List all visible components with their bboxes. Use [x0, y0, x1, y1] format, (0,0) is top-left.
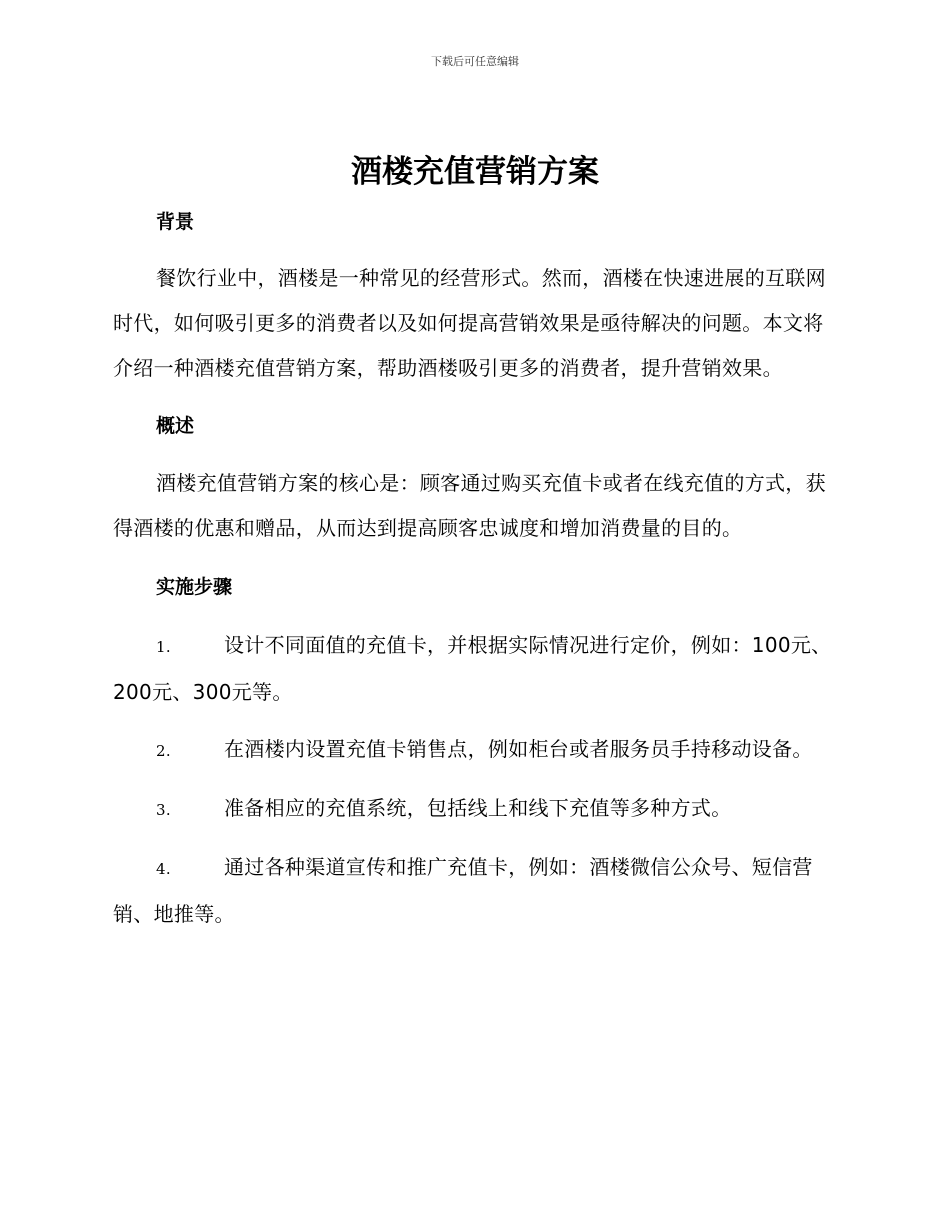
list-item-number: 4. [156, 860, 171, 878]
list-item-text: 通过各种渠道宣传和推广充值卡，例如：酒楼微信公众号、短信营销、地推等。 [113, 855, 813, 926]
document-body [113, 200, 833, 937]
section-heading-steps: 实施步骤 [156, 576, 233, 598]
document-title: 酒楼充值营销方案 [351, 154, 599, 190]
paragraph-overview: 酒楼充值营销方案的核心是：顾客通过购买充值卡或者在线充值的方式，获得酒楼的优惠和赠品，从而达到提高顾客忠诚度和增加消费量的目的。 [113, 471, 826, 540]
page-header: 下载后可任意编辑 [431, 55, 519, 68]
list-item-text: 在酒楼内设置充值卡销售点，例如柜台或者服务员手持移动设备。 [224, 737, 813, 761]
list-item [113, 786, 833, 833]
list-item [113, 623, 833, 715]
list-item [113, 845, 833, 937]
steps-list [113, 623, 833, 937]
section-heading-background: 背景 [156, 211, 195, 233]
list-item-number: 3. [156, 801, 171, 819]
section-heading-overview: 概述 [156, 415, 195, 437]
list-item [113, 727, 833, 774]
paragraph-background: 餐饮行业中，酒楼是一种常见的经营形式。然而，酒楼在快速进展的互联网时代，如何吸引更多的消费者以及如何提高营销效果是亟待解决的问题。本文将介绍一种酒楼充值营销方案，帮助酒楼吸引更多的消费者，提升营销效果。 [113, 266, 826, 380]
list-item-text: 准备相应的充值系统，包括线上和线下充值等多种方式。 [224, 796, 732, 820]
list-item-number: 1. [156, 638, 171, 656]
list-item-number: 2. [156, 742, 171, 760]
list-item-text: 设计不同面值的充值卡，并根据实际情况进行定价，例如：100元、200元、300元等。 [113, 633, 832, 704]
